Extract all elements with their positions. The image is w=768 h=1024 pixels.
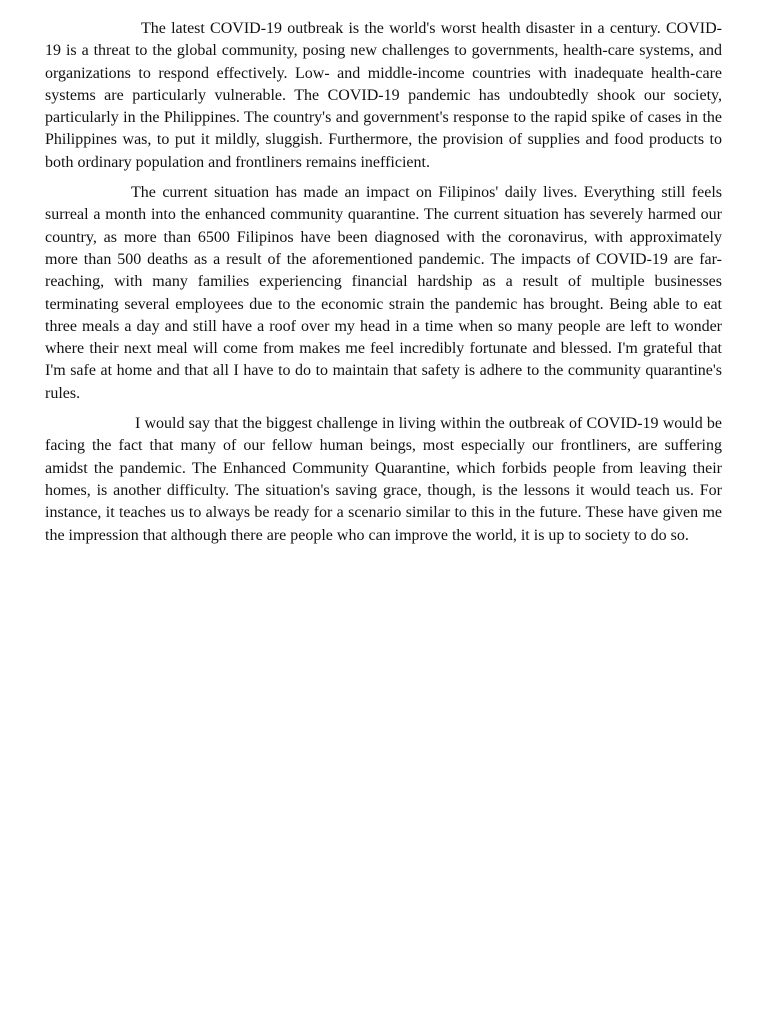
paragraph-3: I would say that the biggest challenge in living within the outbreak of COVID-19 would be facing the fact that many of our fellow human beings, most especially our frontliners, are suffering amidst the pandemic. The Enhanced Community Quarantine, which forbids people from leaving their homes, is another difficulty. The situation's saving grace, though, is the lessons it would teach us. For instance, it teaches us to always be ready for a scenario similar to this in the future. These have given me the impression that although there are people who can improve the world, it is up to society to do so. [45,415,722,544]
document-page [45,18,722,555]
paragraph-1: The latest COVID-19 outbreak is the world's worst health disaster in a century. COVID-19 is a threat to the global community, posing new challenges to governments, health-care systems, and organizations to respond effectively. Low- and middle-income countries with inadequate health-care systems are particularly vulnerable. The COVID-19 pandemic has undoubtedly shook our society, particularly in the Philippines. The country's and government's response to the rapid spike of cases in the Philippines was, to put it mildly, sluggish. Furthermore, the provision of supplies and food products to both ordinary population and frontliners remains inefficient. [45,20,722,171]
paragraph-2: The current situation has made an impact on Filipinos' daily lives. Everything still feels surreal a month into the enhanced community quarantine. The current situation has severely harmed our country, as more than 6500 Filipinos have been diagnosed with the coronavirus, with approximately more than 500 deaths as a result of the aforementioned pandemic. The impacts of COVID-19 are far-reaching, with many families experiencing financial hardship as a result of multiple businesses terminating several employees due to the economic strain the pandemic has brought. Being able to eat three meals a day and still have a roof over my head in a time when so many people are left to wonder where their next meal will come from makes me feel incredibly fortunate and blessed. I'm grateful that I'm safe at home and that all I have to do to maintain that safety is adhere to the community quarantine's rules. [45,184,722,402]
